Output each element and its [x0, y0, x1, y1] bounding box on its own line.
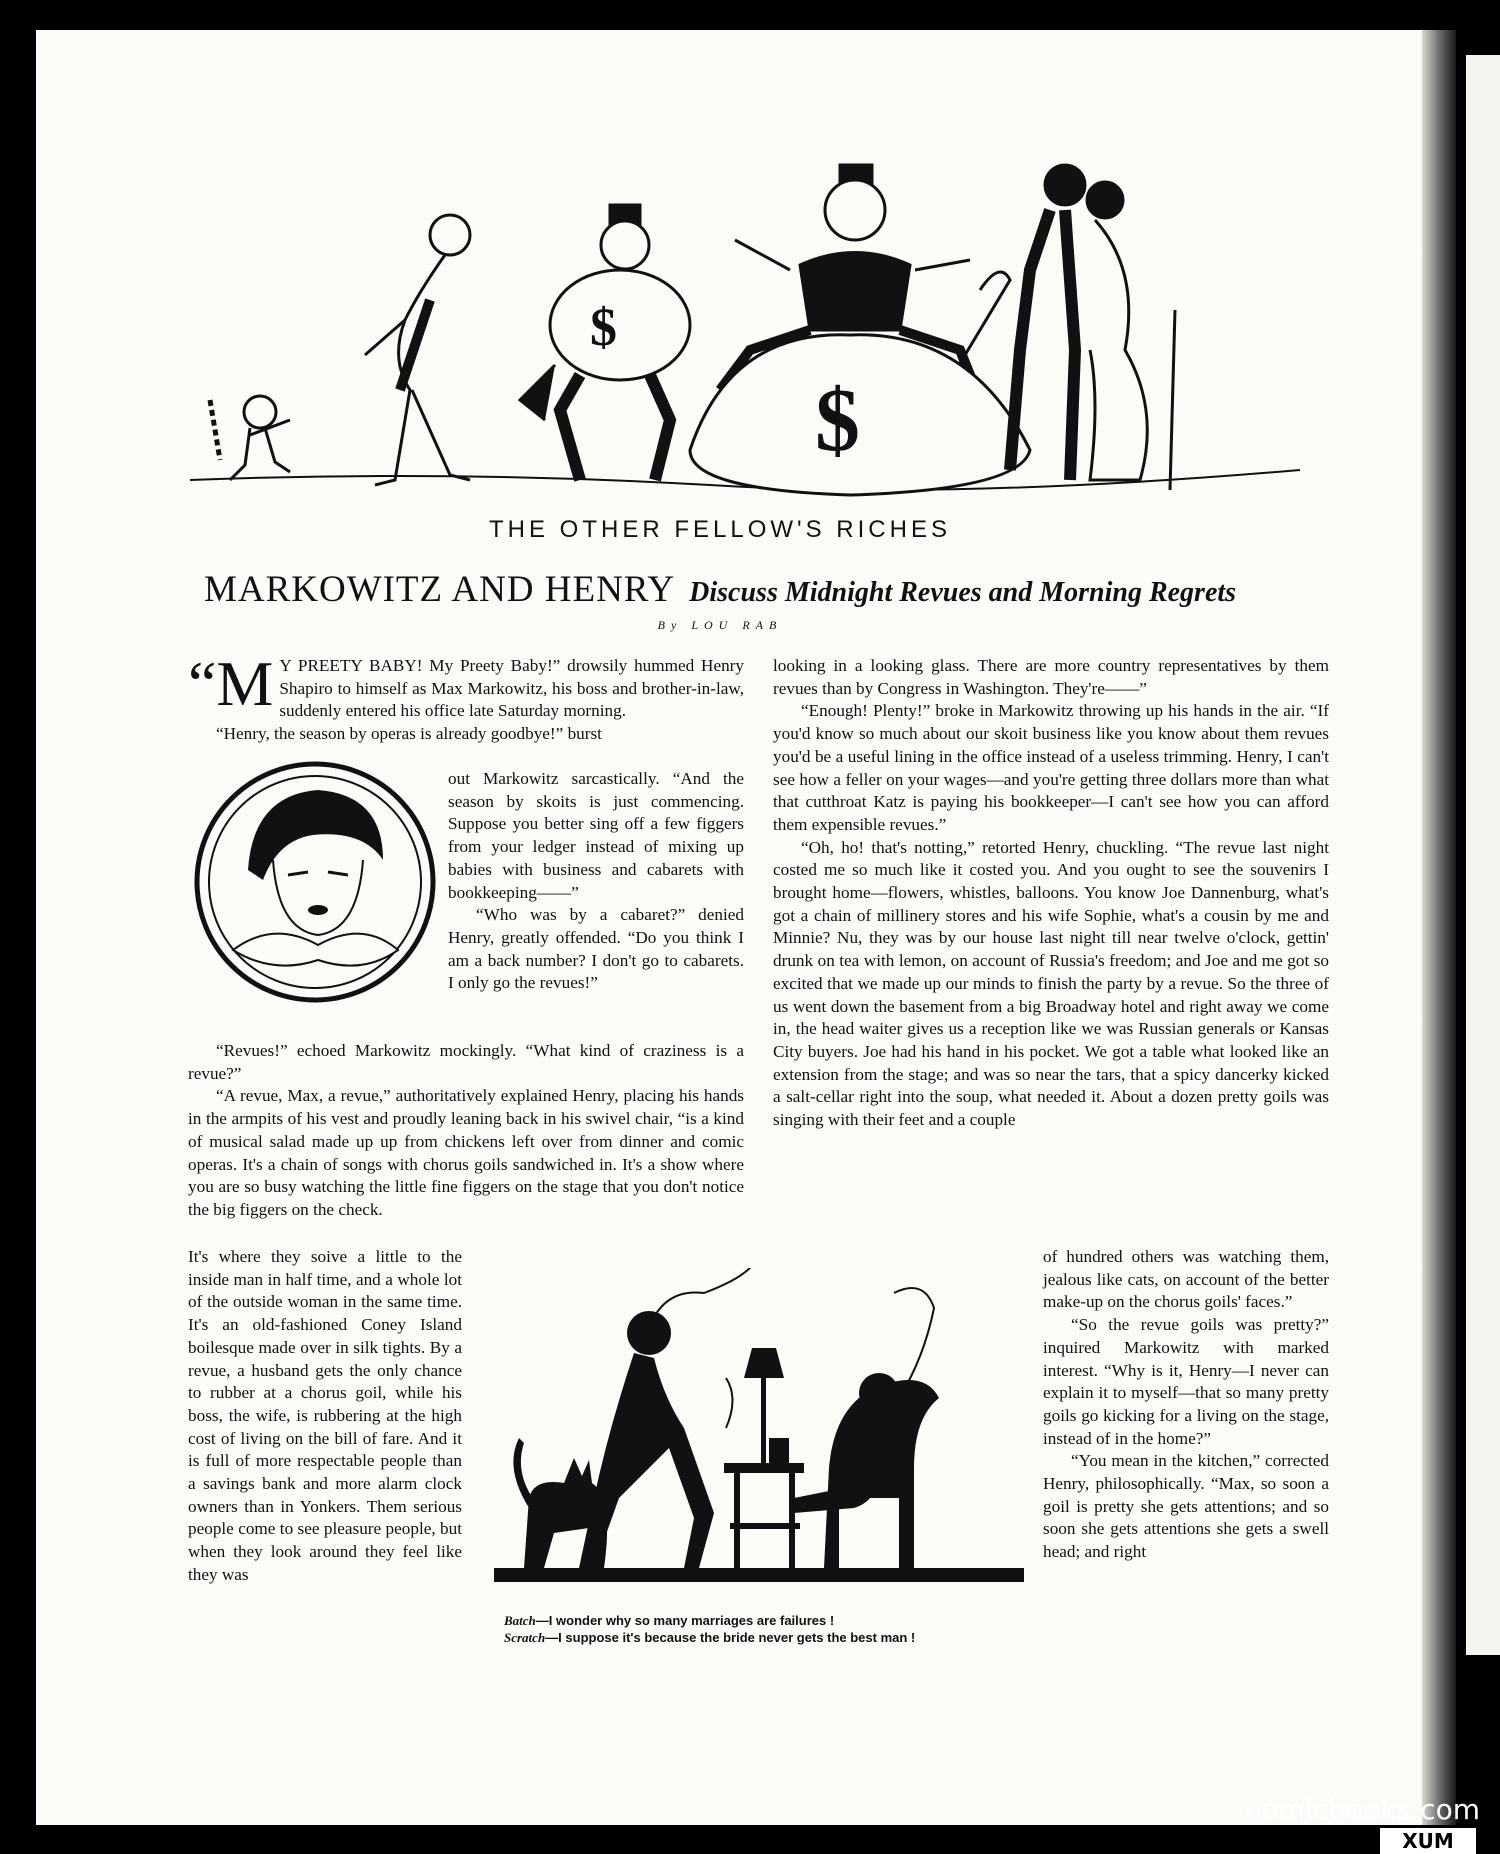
illustration-caption: THE OTHER FELLOW'S RICHES — [489, 516, 951, 543]
column-1-beside-portrait — [448, 768, 744, 995]
paragraph: of hundred others was watching them, jealous like cats, on account of the better make-up on the chorus goils' faces.” — [1043, 1247, 1329, 1312]
paragraph: “Who was by a cabaret?” denied Henry, greatly offended. “Do you think I am a back number? I don't go to cabarets. I only go the revues!” — [448, 905, 744, 993]
opening-paragraph: “M Y PREETY BABY! My Preety Baby!” drowsily hummed Henry Shapiro to himself as Max Markowitz, his boss and brother-in-law, suddenly entered his office late Saturday morning. — [188, 648, 744, 721]
paragraph: It's where they soive a little to the inside man in half time, and a whole lot of the outside woman in the same time. It's an old-fashioned Coney Island boilesque made over in silk tights. By a revue, a husband gets the only chance to rubber at a chorus goil, while his boss, the wife, is rubbering at the high cost of living on the bill of fare. And it is full of more respectable people than a savings bank and more alarm clock owners than in Yonkers. Them serious people come to see pleasure people, but when they look around they feel like they was — [188, 1247, 462, 1584]
svg-text:$: $ — [590, 297, 617, 357]
paragraph: “Oh, ho! that's notting,” retorted Henry, chuckling. “The revue last night costed me so much like it costed you. And you ought to see the souvenirs I brought home—flowers, whistles, balloons. You know Joe Dannenburg, what's got a chain of millinery stores and his wife Sophie, what's a cousin by me and Minnie? Nu, they was by our house last night till near twelve o'clock, gettin' drunk on tea with lemon, on account of Russia's freedom; and Joe and me got so excited that we made up our minds to finish the party by a revue. So the three of us went down the basement from a big Broadway hotel and right away we come in, the head waiter gives us a reception like we was Russian generals or Kansas City buyers. Joe had his hand in his pocket. We got a table what looked like an extension from the stage; and was so near the tars, that a spicy dancerky kicked a salt-cellar right into the soup, what needed it. About a dozen pretty goils was singing with their feet and a couple — [773, 837, 1329, 1130]
paragraph: “A revue, Max, a revue,” authoritatively explained Henry, placing his hands in the armpits of his vest and proudly leaning back in his swivel chair, “is a kind of musical salad made up up from chickens left over from dinner and comic operas. It's a chain of songs with chorus goils sandwiched in. It's a show where you are so busy watching the little fine figgers on the stage that you don't notice the big figgers on the check. — [188, 1086, 744, 1219]
column-1-intro — [188, 648, 744, 746]
watermark-badge: XUM — [1380, 1828, 1476, 1854]
facing-page-strip — [1466, 55, 1500, 1655]
cartoon-caption — [504, 1612, 1024, 1646]
paragraph: looking in a looking glass. There are more country representatives by them revues than by Congress in Washington. They're——” — [773, 656, 1329, 698]
paragraph: “Revues!” echoed Markowitz mockingly. “What kind of craziness is a revue?” — [188, 1041, 744, 1083]
page-binding-edge — [1422, 30, 1456, 1825]
svg-text:$: $ — [815, 371, 860, 470]
portrait-medallion — [193, 760, 438, 1005]
top-cartoon-illustration — [150, 150, 1330, 510]
caption-line-2: Scratch—I suppose it's because the bride never gets the best man ! — [504, 1630, 916, 1645]
column-1-full-width — [188, 1040, 744, 1222]
column-2 — [773, 655, 1329, 1132]
paragraph: out Markowitz sarcastically. “And the season by skoits is just commencing. Suppose you better sing off a few figgers from your ledger instead of mixing up babies with business and cabarets with bookkeeping——” — [448, 769, 744, 902]
paragraph: “Enough! Plenty!” broke in Markowitz throwing up his hands in the air. “If you'd know so much about our skoit business like you know about them revues you'd be a useful lining in the office instead of a useless trimming. Henry, I can't see how a feller on your wages—and you're getting three dollars more than what that cutthroat Katz is paying his bookkeeper—I can't see how you can afford them expensible revues.” — [773, 701, 1329, 834]
paragraph: “So the revue goils was pretty?” inquired Markowitz with marked interest. “Why is it, Henry—I never can explain it to myself—that so many pretty goils go kicking for a living on the stage, instead of in the home?” — [1043, 1315, 1329, 1448]
column-1-bottom — [188, 1246, 462, 1587]
title-main: MARKOWITZ AND HENRY — [203, 569, 676, 610]
title-subtitle: Discuss Midnight Revues and Morning Regrets — [689, 577, 1237, 608]
article-title — [0, 568, 1440, 611]
paragraph-2-start: “Henry, the season by operas is already goodbye!” burst — [216, 724, 602, 744]
silhouette-cartoon — [494, 1268, 1024, 1588]
byline: By LOU RAB — [657, 618, 783, 632]
column-2-bottom — [1043, 1246, 1329, 1564]
watermark-text: comicbooks.com — [1245, 1793, 1480, 1826]
paragraph: “You mean in the kitchen,” corrected Henry, philosophically. “Max, so soon a goil is pretty she gets attentions; and so soon she gets attentions she gets a swell head; and right — [1043, 1451, 1329, 1562]
caption-line-1: Batch—I wonder why so many marriages are failures ! — [504, 1613, 835, 1628]
drop-cap: “M — [188, 648, 274, 719]
